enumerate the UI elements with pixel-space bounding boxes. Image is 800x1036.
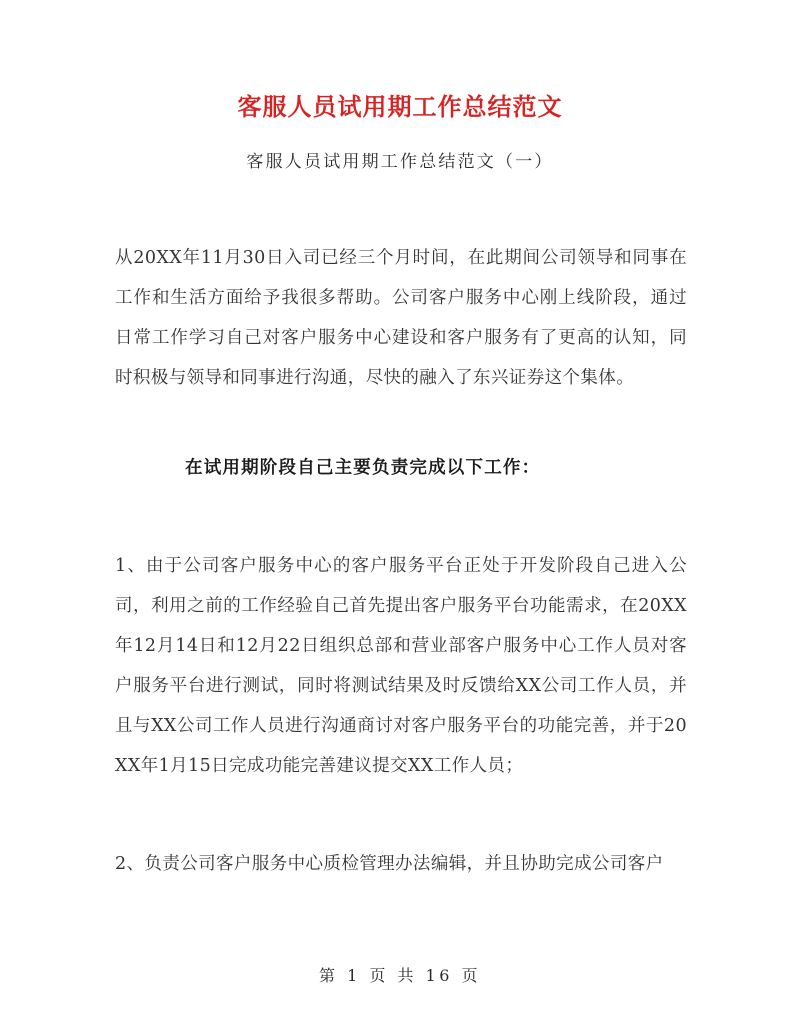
paragraph-spacer	[115, 398, 687, 448]
document-subtitle: 客服人员试用期工作总结范文（一）	[246, 152, 554, 172]
paragraph-item-2: 2、负责公司客户服务中心质检管理办法编辑，并且协助完成公司客户	[115, 854, 664, 874]
section-heading: 在试用期阶段自己主要负责完成以下工作：	[185, 458, 541, 478]
paragraph-spacer	[115, 488, 687, 546]
paragraph-spacer	[115, 786, 687, 844]
document-title: 客服人员试用期工作总结范文	[237, 92, 563, 121]
document-body	[115, 238, 687, 884]
page-footer: 第 1 页 共 16 页	[319, 966, 481, 985]
paragraph-intro: 从20XX年11月30日入司已经三个月时间，在此期间公司领导和同事在工作和生活方面给予我很多帮助。公司客户服务中心刚上线阶段，通过日常工作学习自己对客户服务中心建设和客户服务有了更高的认知，同时积极与领导和同事进行沟通，尽快的融入了东兴证券这个集体。	[115, 248, 687, 388]
paragraph-item-1: 1、由于公司客户服务中心的客户服务平台正处于开发阶段自己进入公司，利用之前的工作经验自己首先提出客户服务平台功能需求，在20XX年12月14日和12月22日组织总部和营业部客户服务中心工作人员对客户服务平台进行测试，同时将测试结果及时反馈给XX公司工作人员，并且与XX公司工作人员进行沟通商讨对客户服务平台的功能完善，并于20XX年1月15日完成功能完善建议提交XX工作人员；	[115, 556, 687, 776]
